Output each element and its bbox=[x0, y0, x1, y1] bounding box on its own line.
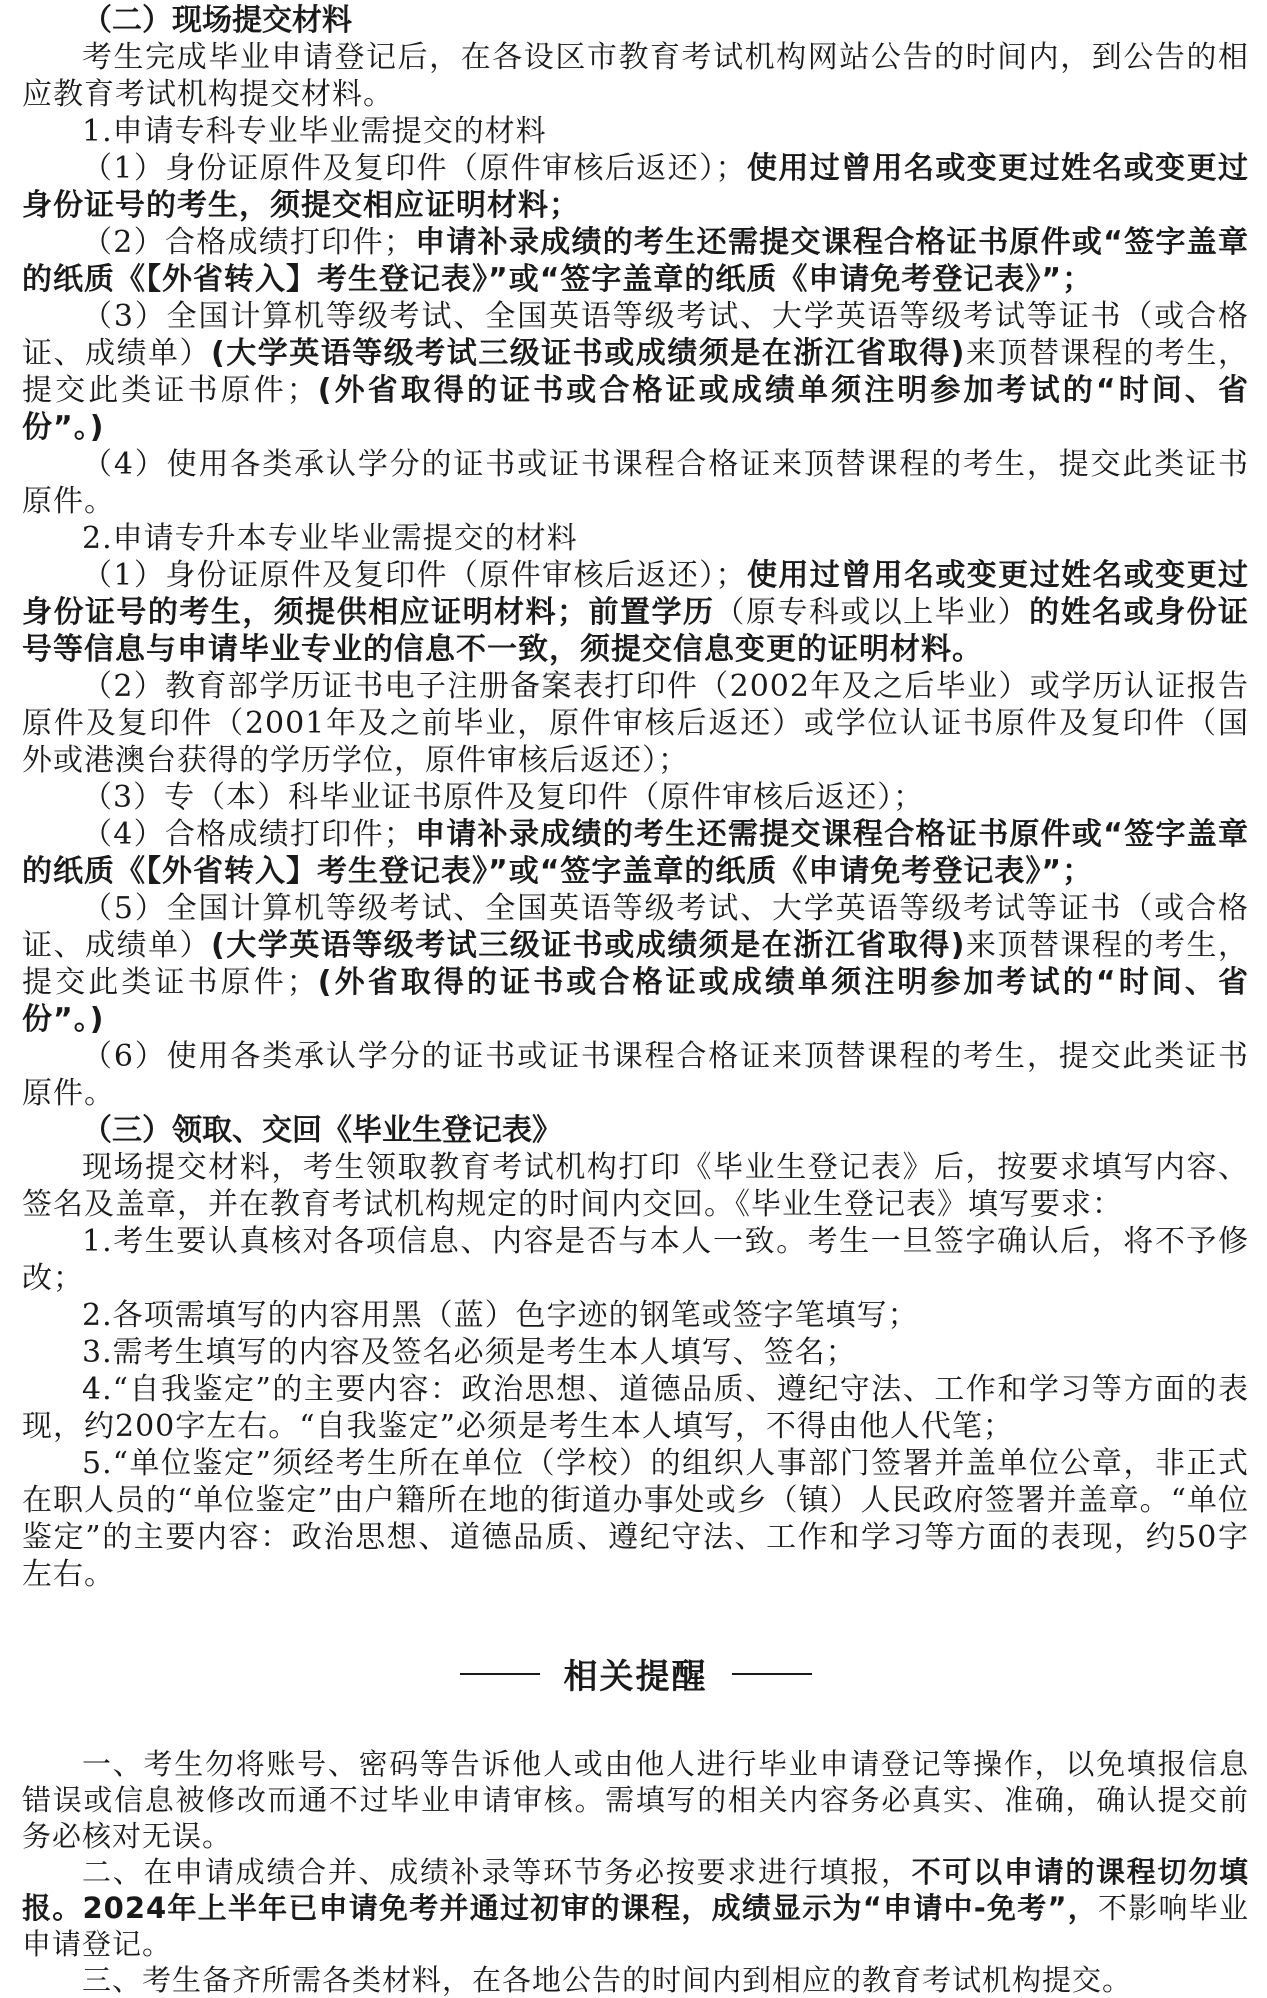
reminder-2: 二、在申请成绩合并、成绩补录等环节务必按要求进行填报，不可以申请的课程切勿填报。2024年上半年已申请免考并通过初审的课程，成绩显示为“申请中-免考”，不影响毕业申请登记。 bbox=[22, 1855, 1249, 1961]
sub1-item1: （1）身份证原件及复印件（原件审核后返还）；使用过曾用名或变更过姓名或变更过身份证号的考生，须提交相应证明材料； bbox=[22, 151, 1249, 223]
section-heading-registration-form: （三）领取、交回《毕业生登记表》 bbox=[82, 1113, 562, 1148]
requirement-3: 3.需考生填写的内容及签名必须是考生本人填写、签名； bbox=[82, 1335, 857, 1370]
sub1-item4: （4）使用各类承认学分的证书或证书课程合格证来顶替课程的考生，提交此类证书原件。 bbox=[22, 447, 1249, 519]
requirement-2: 2.各项需填写的内容用黑（蓝）色字迹的钢笔或签字笔填写； bbox=[82, 1298, 919, 1333]
sub2-title: 2.申请专升本专业毕业需提交的材料 bbox=[82, 521, 578, 556]
sub1-item3: （3）全国计算机等级考试、全国英语等级考试、大学英语等级考试等证书（或合格证、成绩单）(大学英语等级考试三级证书或成绩须是在浙江省取得)来顶替课程的考生，提交此类证书原件；(外省取得的证书或合格证或成绩单须注明参加考试的“时间、省份”。) bbox=[22, 299, 1250, 445]
sub2-item1: （1）身份证原件及复印件（原件审核后返还）；使用过曾用名或变更过姓名或变更过身份证号的考生，须提供相应证明材料；前置学历（原专科或以上毕业）的姓名或身份证号等信息与申请毕业专业的信息不一致，须提交信息变更的证明材料。 bbox=[22, 558, 1250, 667]
reminders-title: 相关提醒 bbox=[563, 1657, 708, 1697]
requirement-1: 1.考生要认真核对各项信息、内容是否与本人一致。考生一旦签字确认后，将不予修改； bbox=[22, 1224, 1249, 1296]
heading-rule-right bbox=[732, 1673, 812, 1675]
reminder-1: 一、考生勿将账号、密码等告诉他人或由他人进行毕业申请登记等操作，以免填报信息错误或信息被修改而通不过毕业申请审核。需填写的相关内容务必真实、准确，确认提交前务必核对无误。 bbox=[22, 1747, 1249, 1853]
sub1-title: 1.申请专科专业毕业需提交的材料 bbox=[82, 114, 547, 149]
sub1-item2: （2）合格成绩打印件；申请补录成绩的考生还需提交课程合格证书原件或“签字盖章的纸质《【外省转入】考生登记表》”或“签字盖章的纸质《申请免考登记表》”； bbox=[22, 225, 1249, 297]
sub2-item3: （3）专（本）科毕业证书原件及复印件（原件审核后返还）； bbox=[82, 780, 925, 815]
sub2-item4: （4）合格成绩打印件；申请补录成绩的考生还需提交课程合格证书原件或“签字盖章的纸质《【外省转入】考生登记表》”或“签字盖章的纸质《申请免考登记表》”； bbox=[22, 817, 1249, 889]
reminders-heading bbox=[22, 1649, 1249, 1698]
requirement-4: 4.“自我鉴定”的主要内容：政治思想、道德品质、遵纪守法、工作和学习等方面的表现，约200字左右。“自我鉴定”必须是考生本人填写，不得由他人代笔； bbox=[22, 1372, 1249, 1444]
section2-intro: 考生完成毕业申请登记后，在各设区市教育考试机构网站公告的时间内，到公告的相应教育考试机构提交材料。 bbox=[22, 40, 1249, 112]
section3-intro: 现场提交材料，考生领取教育考试机构打印《毕业生登记表》后，按要求填写内容、签名及盖章，并在教育考试机构规定的时间内交回。《毕业生登记表》填写要求： bbox=[22, 1150, 1249, 1222]
reminder-3: 三、考生备齐所需各类材料，在各地公告的时间内到相应的教育考试机构提交。 bbox=[82, 1963, 1133, 1997]
reminders-section bbox=[22, 1746, 1249, 1998]
sub2-item2: （2）教育部学历证书电子注册备案表打印件（2002年及之后毕业）或学历认证报告原件及复印件（2001年及之前毕业，原件审核后返还）或学位认证书原件及复印件（国外或港澳台获得的学历学位，原件审核后返还）； bbox=[22, 669, 1249, 778]
heading-rule-left bbox=[460, 1673, 540, 1675]
sub2-item6: （6）使用各类承认学分的证书或证书课程合格证来顶替课程的考生，提交此类证书原件。 bbox=[22, 1039, 1249, 1111]
requirement-5: 5.“单位鉴定”须经考生所在单位（学校）的组织人事部门签署并盖单位公章，非正式在职人员的“单位鉴定”由户籍所在地的街道办事处或乡（镇）人民政府签署并盖章。“单位鉴定”的主要内容：政治思想、道德品质、遵纪守法、工作和学习等方面的表现，约50字左右。 bbox=[22, 1446, 1250, 1592]
sub2-item5: （5）全国计算机等级考试、全国英语等级考试、大学英语等级考试等证书（或合格证、成绩单）(大学英语等级考试三级证书或成绩须是在浙江省取得)来顶替课程的考生，提交此类证书原件；(外省取得的证书或合格证或成绩单须注明参加考试的“时间、省份”。) bbox=[22, 891, 1250, 1037]
section-heading-on-site-materials: （二）现场提交材料 bbox=[82, 3, 352, 38]
